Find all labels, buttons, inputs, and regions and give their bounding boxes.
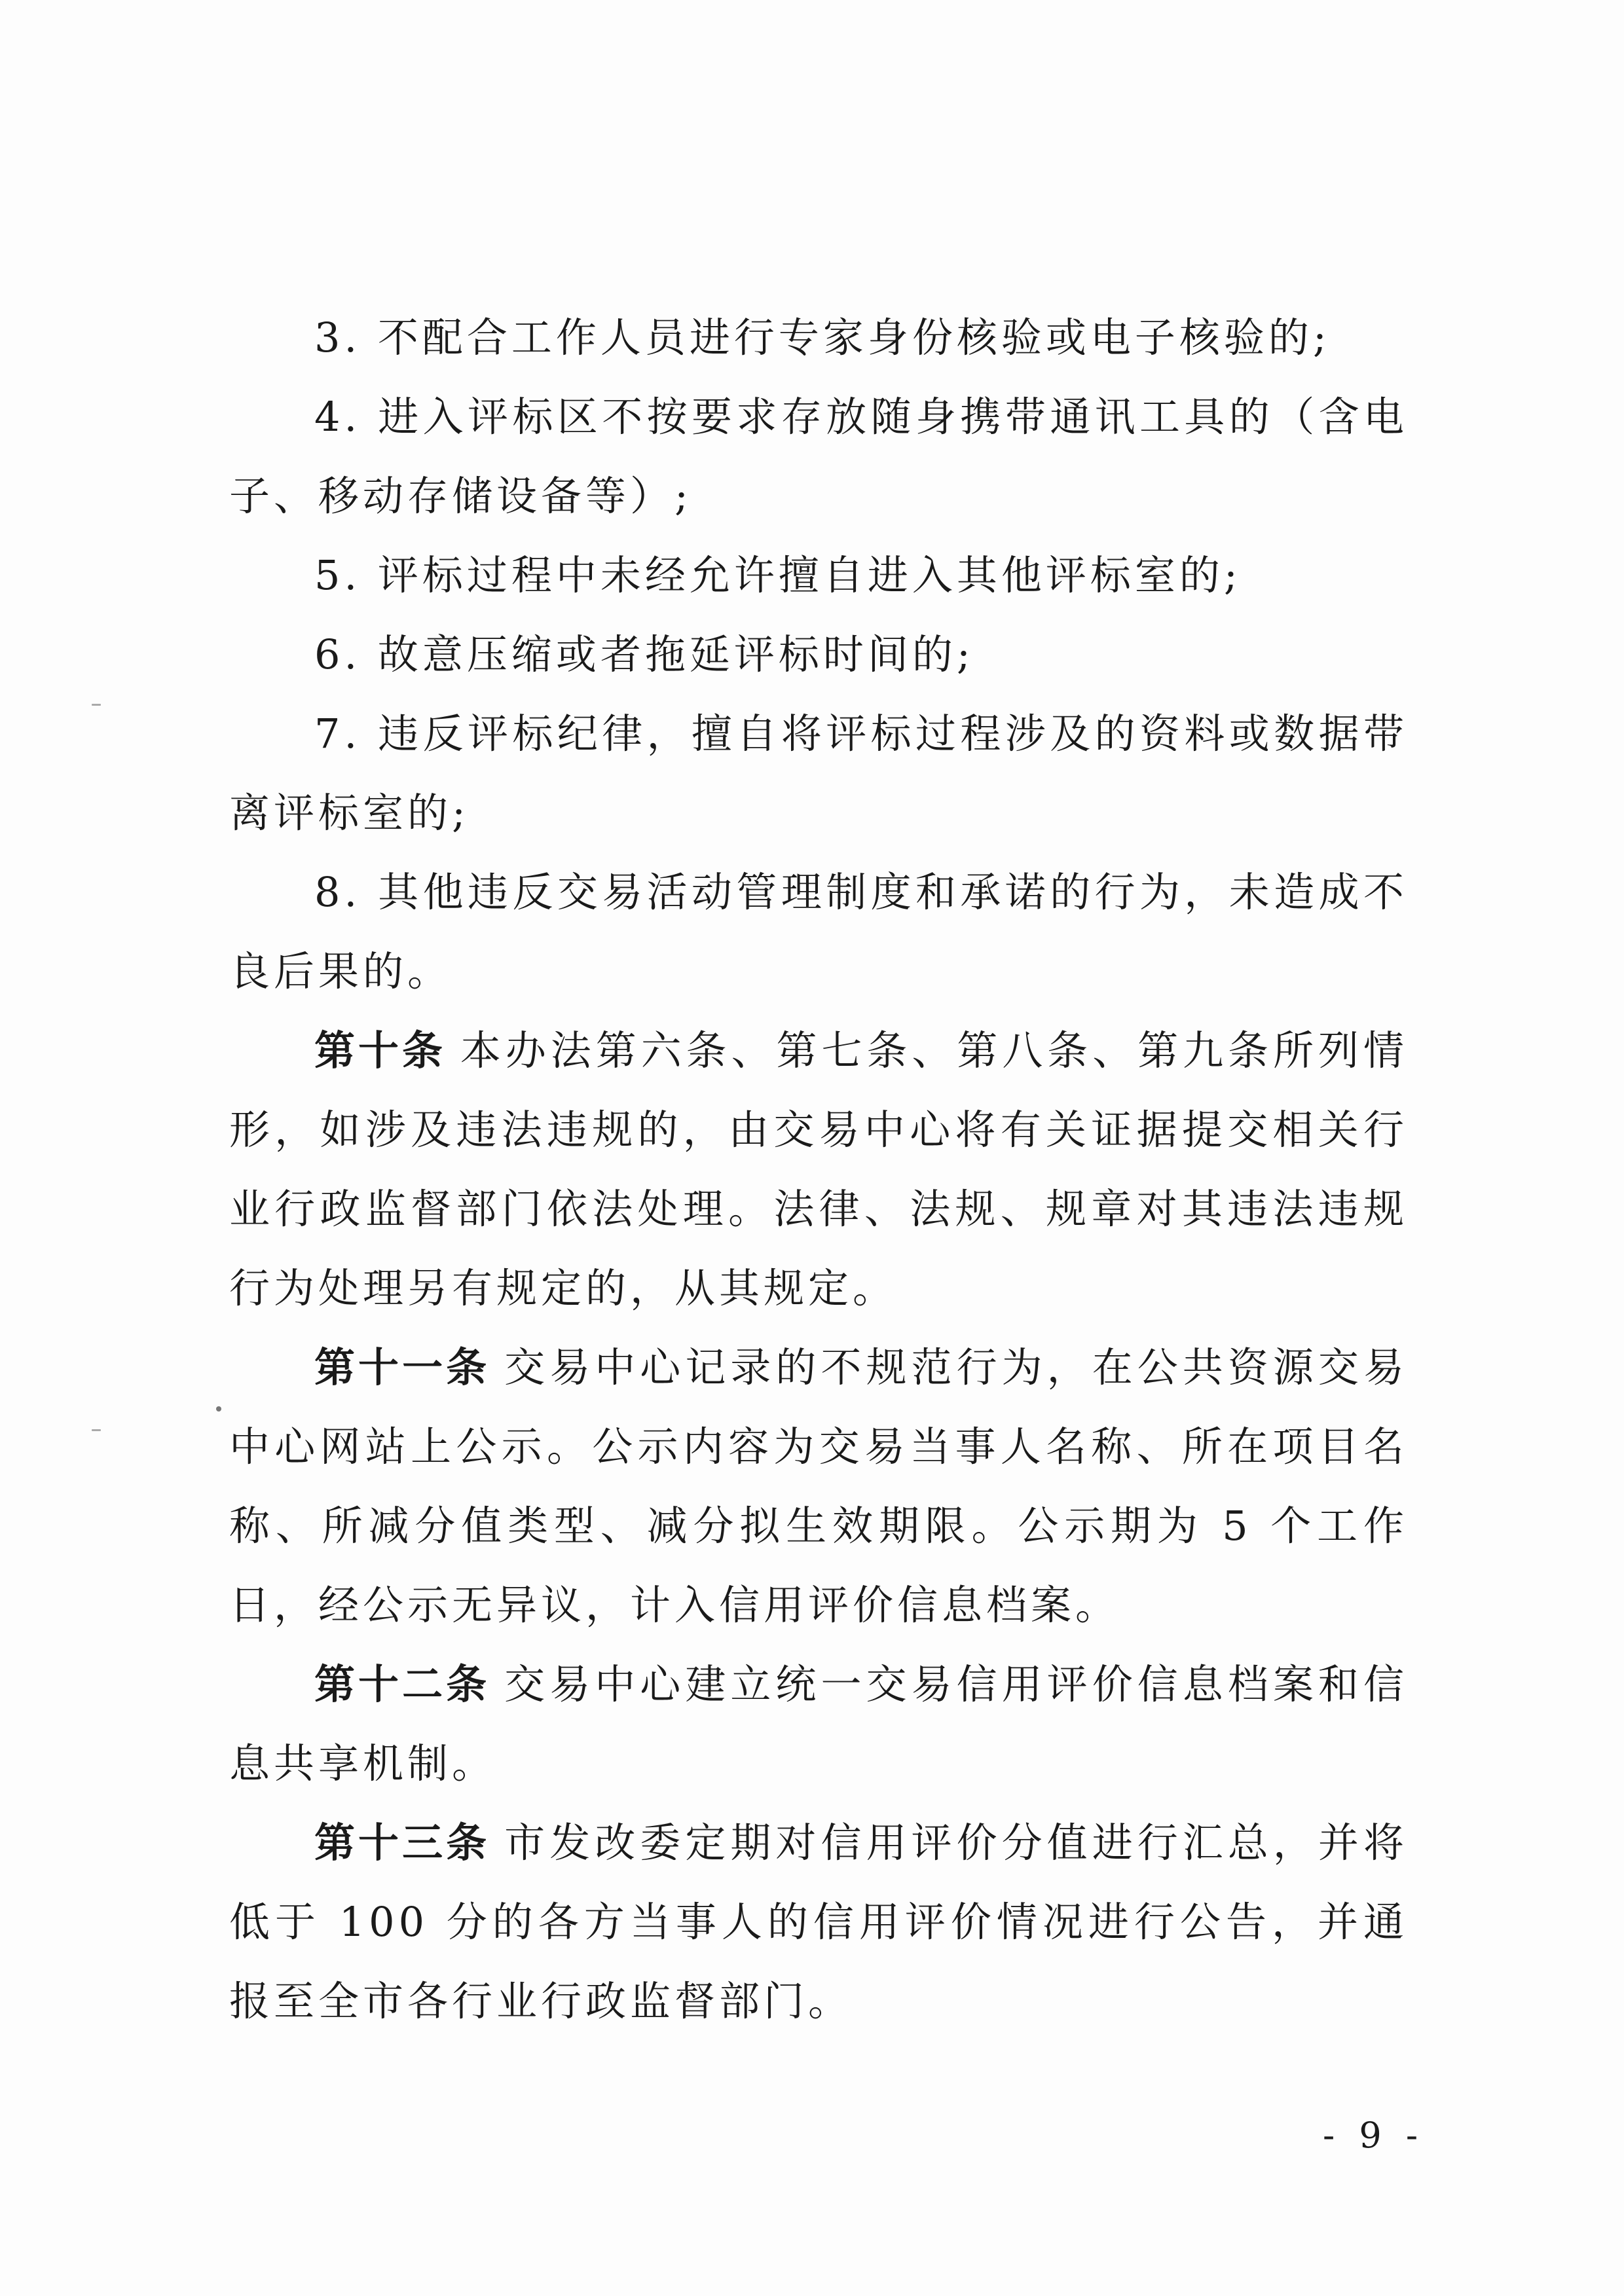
list-item [229,377,1408,536]
list-item [229,615,1408,694]
paragraph-text: 市发改委定期对信用评价分值进行汇总，并将低于 100 分的各方当事人的信用评价情况进行公告，并通报至全市各行业行政监督部门。 [229,1819,1408,2025]
article-paragraph [229,1011,1408,1328]
article-paragraph [229,1803,1408,2041]
paragraph-text: 本办法第六条、第七条、第八条、第九条所列情形，如涉及违法违规的，由交易中心将有关证据提交相关行业行政监督部门依法处理。法律、法规、规章对其违法违规行为处理另有规定的，从其规定。 [229,1027,1408,1312]
scan-speck [216,1406,221,1412]
article-heading: 第十三条 [314,1819,490,1867]
paragraph-text: 3. 不配合工作人员进行专家身份核验或电子核验的; [314,314,1331,361]
article-heading: 第十二条 [314,1660,490,1708]
list-item [229,298,1408,377]
list-item [229,852,1408,1011]
paragraph-text: 7. 违反评标纪律，擅自将评标过程涉及的资料或数据带离评标室的; [229,710,1408,837]
article-heading: 第十一条 [314,1343,490,1391]
paragraph-text: 4. 进入评标区不按要求存放随身携带通讯工具的（含电子、移动存储设备等）; [229,393,1408,520]
list-item [229,536,1408,615]
paragraph-text: 交易中心记录的不规范行为，在公共资源交易中心网站上公示。公示内容为交易当事人名称、所在项目名称、所减分值类型、减分拟生效期限。公示期为 5 个工作日，经公示无异议，计入信用评价信息档案。 [229,1343,1408,1629]
paragraph-text: 交易中心建立统一交易信用评价信息档案和信息共享机制。 [229,1660,1408,1787]
article-paragraph [229,1328,1408,1645]
scan-speck [92,1429,101,1431]
document-body [229,298,1408,2041]
paragraph-text: 8. 其他违反交易活动管理制度和承诺的行为，未造成不良后果的。 [229,868,1408,995]
page-number: - 9 - [1323,2115,1425,2156]
scan-speck [92,704,101,706]
paragraph-text: 6. 故意压缩或者拖延评标时间的; [314,630,974,678]
list-item [229,694,1408,852]
article-paragraph [229,1645,1408,1803]
article-heading: 第十条 [314,1027,446,1074]
paragraph-text: 5. 评标过程中未经允许擅自进入其他评标室的; [314,551,1242,599]
